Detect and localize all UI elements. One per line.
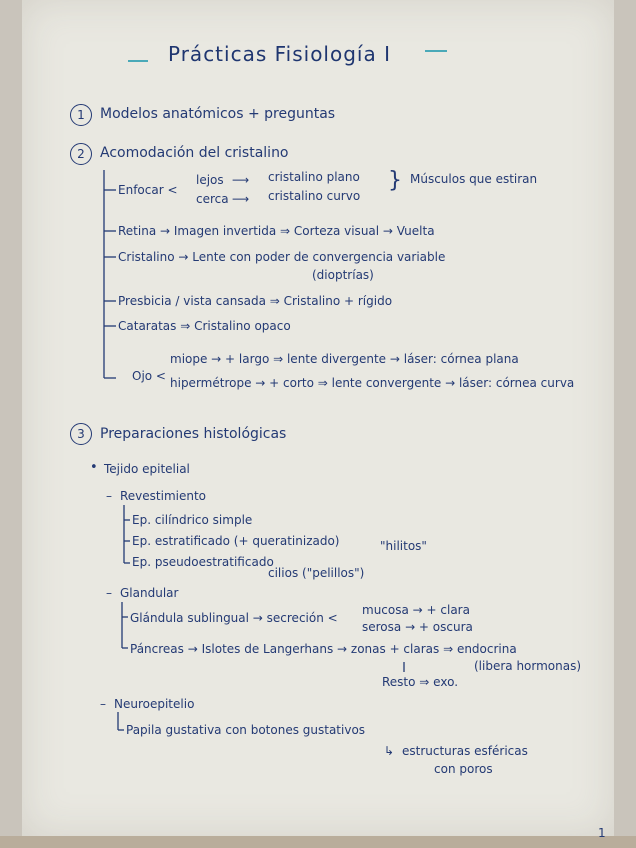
curly-bracket: } <box>388 168 402 193</box>
section-1-heading: Modelos anatómicos + preguntas <box>100 106 336 122</box>
musculos-label: Músculos que estiran <box>410 172 538 186</box>
section-2-number: 2 <box>70 143 92 165</box>
hipermetrope-line: hipermétrope → + corto ⇒ lente convergente → láser: córnea curva <box>170 376 575 390</box>
glandular-label: Glandular <box>120 586 179 600</box>
retina-line: Retina → Imagen invertida ⇒ Corteza visual → Vuelta <box>118 224 435 238</box>
presbicia-line: Presbicia / vista cansada ⇒ Cristalino + rígido <box>118 294 393 308</box>
cilindrico-line: Ep. cilíndrico simple <box>132 513 253 527</box>
enfocar-label: Enfocar < <box>118 183 178 197</box>
libera-note: (libera hormonas) <box>474 659 582 673</box>
cerca-label: cerca <box>196 192 229 206</box>
page-title: Prácticas Fisiología I <box>168 42 391 66</box>
estructuras-line: estructuras esféricas <box>402 744 528 758</box>
section-3-number: 3 <box>70 423 92 445</box>
neuro-label: Neuroepitelio <box>114 697 195 711</box>
ojo-label: Ojo < <box>132 369 166 383</box>
cilios-note: cilios ("pelillos") <box>268 566 365 580</box>
arrow-lejos: ⟶ <box>232 173 250 187</box>
poros-line: con poros <box>434 762 493 776</box>
pancreas-line: Páncreas → Islotes de Langerhans → zonas + claras ⇒ endocrina <box>130 642 517 656</box>
revestimiento-label: Revestimiento <box>120 489 207 503</box>
plano-label: cristalino plano <box>268 170 360 184</box>
lente-line: Cristalino → Lente con poder de convergencia variable <box>118 250 446 264</box>
neuro-dash: – <box>100 697 106 711</box>
dioptrias-line: (dioptrías) <box>312 268 374 282</box>
revestimiento-dash: – <box>106 489 112 503</box>
hilitos-note: "hilitos" <box>380 539 427 553</box>
resto-line: Resto ⇒ exo. <box>382 675 459 689</box>
bullet-dot: • <box>90 460 98 475</box>
section-2-heading: Acomodación del cristalino <box>100 145 289 161</box>
page-number: 1 <box>598 826 606 840</box>
sublingual-line: Glándula sublingual → secreción < <box>130 611 338 625</box>
lejos-label: lejos <box>196 173 224 187</box>
cataratas-line: Cataratas ⇒ Cristalino opaco <box>118 319 291 333</box>
tejido-label: Tejido epitelial <box>104 462 190 476</box>
pseudo-line: Ep. pseudoestratificado <box>132 555 274 569</box>
arrow-cerca: ⟶ <box>232 192 250 206</box>
estructuras-arrow: ↳ <box>384 744 395 758</box>
mucosa-line: mucosa → + clara <box>362 603 470 617</box>
estratificado-line: Ep. estratificado (+ queratinizado) <box>132 534 340 548</box>
serosa-line: serosa → + oscura <box>362 620 473 634</box>
papila-line: Papila gustativa con botones gustativos <box>126 723 366 737</box>
curvo-label: cristalino curvo <box>268 189 361 203</box>
section-1-number: 1 <box>70 104 92 126</box>
glandular-dash: – <box>106 586 112 600</box>
miope-line: miope → + largo ⇒ lente divergente → láser: córnea plana <box>170 352 519 366</box>
section-3-heading: Preparaciones histológicas <box>100 426 287 442</box>
